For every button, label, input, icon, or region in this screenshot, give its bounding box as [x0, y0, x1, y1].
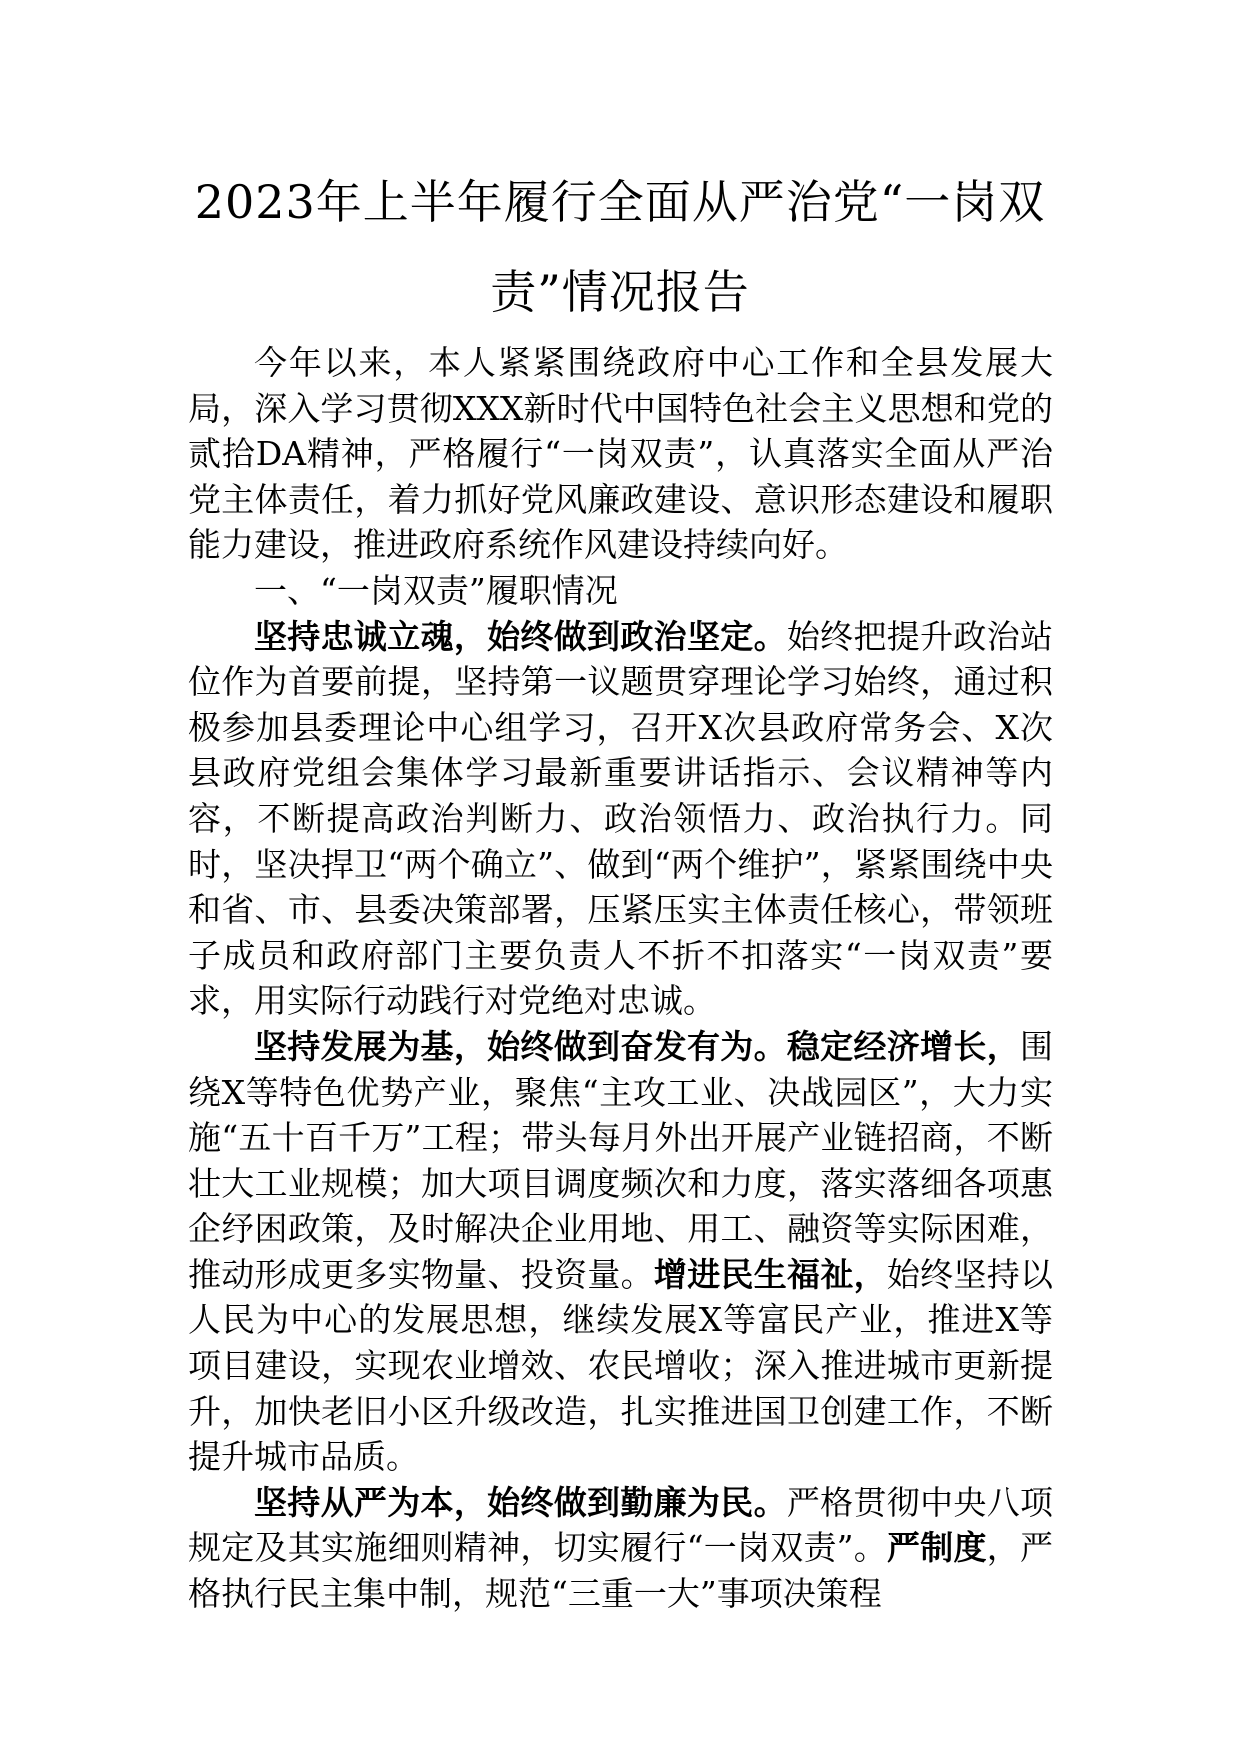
document-title-line-1: 2023年上半年履行全面从严治党“一岗双: [194, 175, 1046, 229]
subpoint-lead: 严制度: [887, 1528, 987, 1568]
document-title-line-2: 责”情况报告: [490, 265, 750, 319]
subpoint-lead: 稳定经济增长，: [786, 1026, 1021, 1066]
paragraph-integrity: [188, 1480, 1053, 1617]
section-heading: 一、“一岗双责”履职情况: [254, 570, 618, 610]
paragraph-development: [188, 1024, 1053, 1480]
subpoint-lead: 增进民生福祉，: [653, 1254, 887, 1294]
paragraph-lead: 坚持从严为本，始终做到勤廉为民。: [254, 1482, 787, 1522]
subpoint-text: 始终坚持以人民为中心的发展思想，继续发展X等富民产业，推进X等项目建设，实现农业增效、农民增收；深入推进城市更新提升，加快老旧小区升级改造，扎实推进国卫创建工作，不断提升城市品质。: [188, 1254, 1054, 1477]
intro-paragraph: 今年以来，本人紧紧围绕政府中心工作和全县发展大局，深入学习贯彻XXX新时代中国特色社会主义思想和党的贰拾DA精神，严格履行“一岗双责”，认真落实全面从严治党主体责任，着力抓好党风廉政建设、意识形态建设和履职能力建设，推进政府系统作风建设持续向好。: [188, 343, 1053, 565]
paragraph-loyalty: [188, 614, 1053, 1024]
paragraph-lead: 坚持忠诚立魂，始终做到政治坚定。: [254, 616, 787, 656]
document-body: [188, 340, 1053, 1617]
paragraph-text: 始终把提升政治站位作为首要前提，坚持第一议题贯穿理论学习始终，通过积极参加县委理论中心组学习，召开X次县政府常务会、X次县政府党组会集体学习最新重要讲话指示、会议精神等内容，不断提高政治判断力、政治领悟力、政治执行力。同时，坚决捍卫“两个确立”、做到“两个维护”，紧紧围绕中央和省、市、县委决策部署，压紧压实主体责任核心，带领班子成员和政府部门主要负责人不折不扣落实“一岗双责”要求，用实际行动践行对党绝对忠诚。: [188, 616, 1054, 1021]
subpoint-text: 围绕X等特色优势产业，聚焦“主攻工业、决战园区”，大力实施“五十百千万”工程；带头每月外出开展产业链招商，不断壮大工业规模；加大项目调度频次和力度，落实落细各项惠企纾困政策，及时解决企业用地、用工、融资等实际困难，推动形成更多实物量、投资量。: [188, 1026, 1054, 1294]
paragraph-text: 严格贯彻中央八项规定及其实施细则精神，切实履行“一岗双责”。: [188, 1482, 1054, 1568]
paragraph-lead: 坚持发展为基，始终做到奋发有为。: [254, 1026, 787, 1066]
subpoint-text: ，严格执行民主集中制，规范“三重一大”事项决策程: [188, 1528, 1054, 1614]
